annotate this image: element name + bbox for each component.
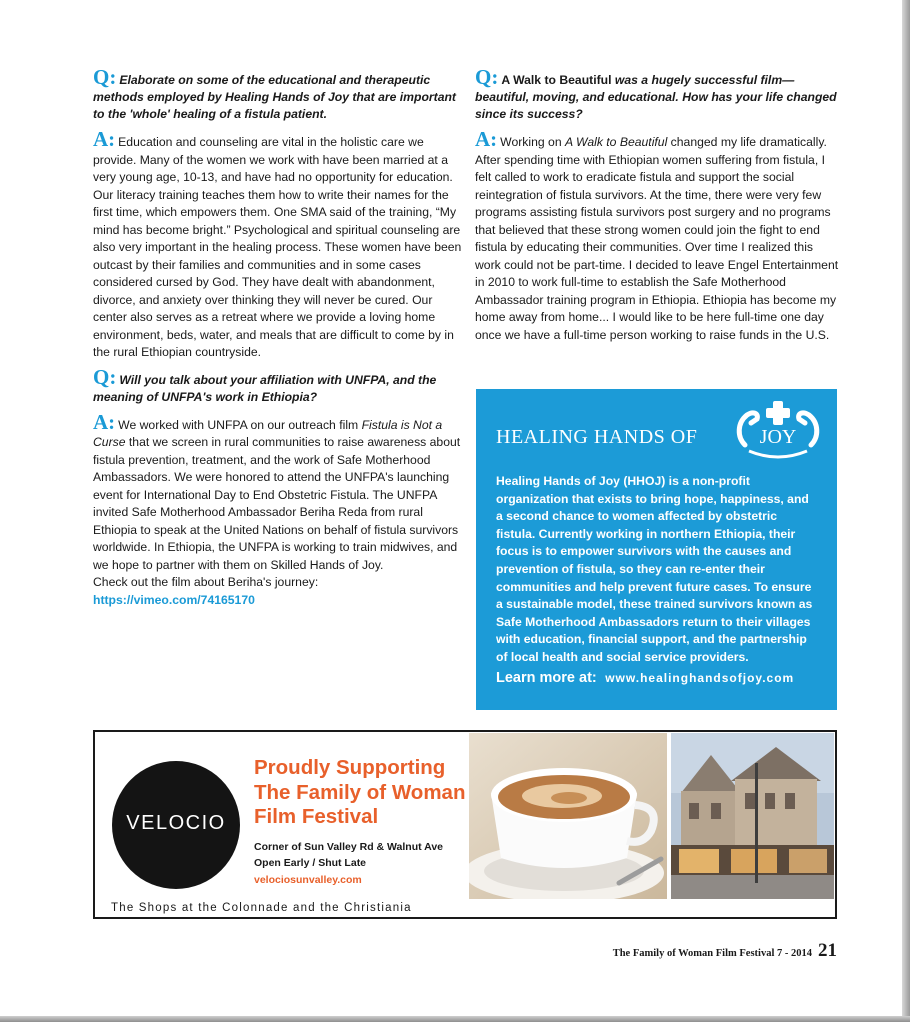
question-text: was a hugely successful film—beautiful, moving, and educational. How has your life changed since its success? [475,73,837,121]
answer-text-post: changed my life dramatically. After spending time with Ethiopian women suffering from fistula, I felt called to work to eradicate fistula and support the social reintegration of fistula survivors. At the time, there were very few programs assisting fistula survivors post surgery and no programs that believed that these strong women could join the fight to end fistula by educating their communities. Over time I realized this work could not be part-time. I decided to leave Engel Entertainment in 2010 to work full-time to establish the Safe Motherhood Ambassador training program in Ethiopia. Ethiopia has become my home away from home... I would like to be here full-time one day once we have a full-time person working to raise funds in the U.S. [475,135,839,342]
question-educational-methods [93,65,465,123]
question-unfpa [93,364,465,406]
question-marker: Q: [93,364,117,389]
velocio-advertisement [93,730,837,919]
hhoj-info-box [476,389,837,710]
hhoj-learn-more [496,669,794,687]
answer-educational-methods [93,127,465,362]
question-text: Elaborate on some of the educational and therapeutic methods employed by Healing Hands of Joy that are important to the 'whole' healing of a fistula patient. [93,73,456,121]
velocio-logo [112,761,240,889]
hhoj-website-link[interactable]: www.healinghandsofjoy.com [605,671,795,685]
check-out-text: Check out the film about Beriha's journey: [93,575,319,589]
hhoj-logo-icon [733,399,823,463]
ad-address: Corner of Sun Valley Rd & Walnut Ave [254,841,444,853]
ad-headline [254,756,469,830]
qa-unfpa [93,364,465,610]
footer-publication: The Family of Woman Film Festival 7 - 2014 [612,948,812,959]
coffee-cup-photo [469,733,667,899]
ad-hours: Open Early / Shut Late [254,857,367,869]
hhoj-title: HEALING HANDS OF [496,426,698,448]
storefront-photo [671,733,834,899]
question-marker: Q: [475,65,499,89]
answer-text: Education and counseling are vital in the holistic care we provide. Many of the women we work with have been married at a very young age, 10-13, and have had no opportunity for education. Our literacy training teaches them how to write their names for the first time, which empowers them. One SMA said of the training, “My mind has become bright.” Psychological and spiritual counseling are also very important in the healing process. These women have been outcast by their families and communities and in some cases considered cursed by God. They have dealt with abandonment, divorce, and anxiety over thinking they will never be cured. Our center also serves as a retreat where we provide a loving home environment, beds, water, and meals that are difficult to come by in the rural Ethiopian countryside. [93,135,462,359]
answer-walk-to-beautiful [475,127,841,344]
page-number: 21 [818,940,837,961]
velocio-website-link[interactable]: velociosunvalley.com [254,874,362,886]
ad-shops-line: The Shops at the Colonnade and the Christiania [111,902,412,914]
vimeo-link[interactable]: https://vimeo.com/74165170 [93,592,255,607]
qa-educational-methods [93,65,465,362]
answer-text-pre: Working on [500,135,565,149]
velocio-logo-text: VELOCIO [126,812,226,834]
learn-more-label: Learn more at: [496,670,597,686]
question-text: Will you talk about your affiliation with UNFPA, and the meaning of UNFPA's work in Ethiopia? [93,372,437,404]
answer-marker: A: [93,127,116,151]
question-marker: Q: [93,65,117,89]
film-title: Fistula is Not a Curse [93,417,443,449]
headline-line-2: The Family of Woman [254,780,466,804]
right-column [475,65,841,352]
hhoj-description: Healing Hands of Joy (HHOJ) is a non-profit organization that exists to bring hope, happiness, and a second chance to women affected by obstetric fistula. Currently working in northern Ethiopia, their focus is to empower survivors with the causes and prevention of fistula, so they can re-enter their communities and help prevent future cases. To ensure a sustainable model, these trained survivors known as Safe Motherhood Ambassadors return to their villages with education, financial support, and the partnership of local health and social service providers. [496,474,813,664]
answer-text-post: that we screen in rural communities to raise awareness about fistula prevention, treatment, and the work of Safe Motherhood Ambassadors. We were honored to attend the UNFPA's launching event for International Day to End Obstetric Fistula. The UNFPA invited Safe Motherhood Ambassador Beriha Reda from rural Ethiopia to speak at the United Nations on behalf of fistula survivors worldwide. In Ethiopia, the UNFPA is working to train midwives, and we hope to partner with them on Skilled Hands of Joy. [93,435,461,572]
film-title: A Walk to Beautiful [501,73,612,87]
answer-text-pre: We worked with UNFPA on our outreach film [118,417,362,432]
film-title: A Walk to Beautiful [564,135,668,149]
qa-walk-to-beautiful [475,65,841,344]
headline-line-3: Film Festival [254,805,379,828]
left-column [93,65,465,617]
headline-line-1: Proudly Supporting [254,756,446,779]
question-walk-to-beautiful [475,65,841,123]
hhoj-logo-word: JOY [759,426,797,448]
answer-marker: A: [93,409,116,434]
answer-unfpa [93,409,465,610]
ad-address-block [254,839,443,871]
page-footer [613,940,837,962]
answer-marker: A: [475,127,498,151]
page-bottom-shadow [0,1016,910,1022]
page-edge-shadow [902,0,910,1022]
